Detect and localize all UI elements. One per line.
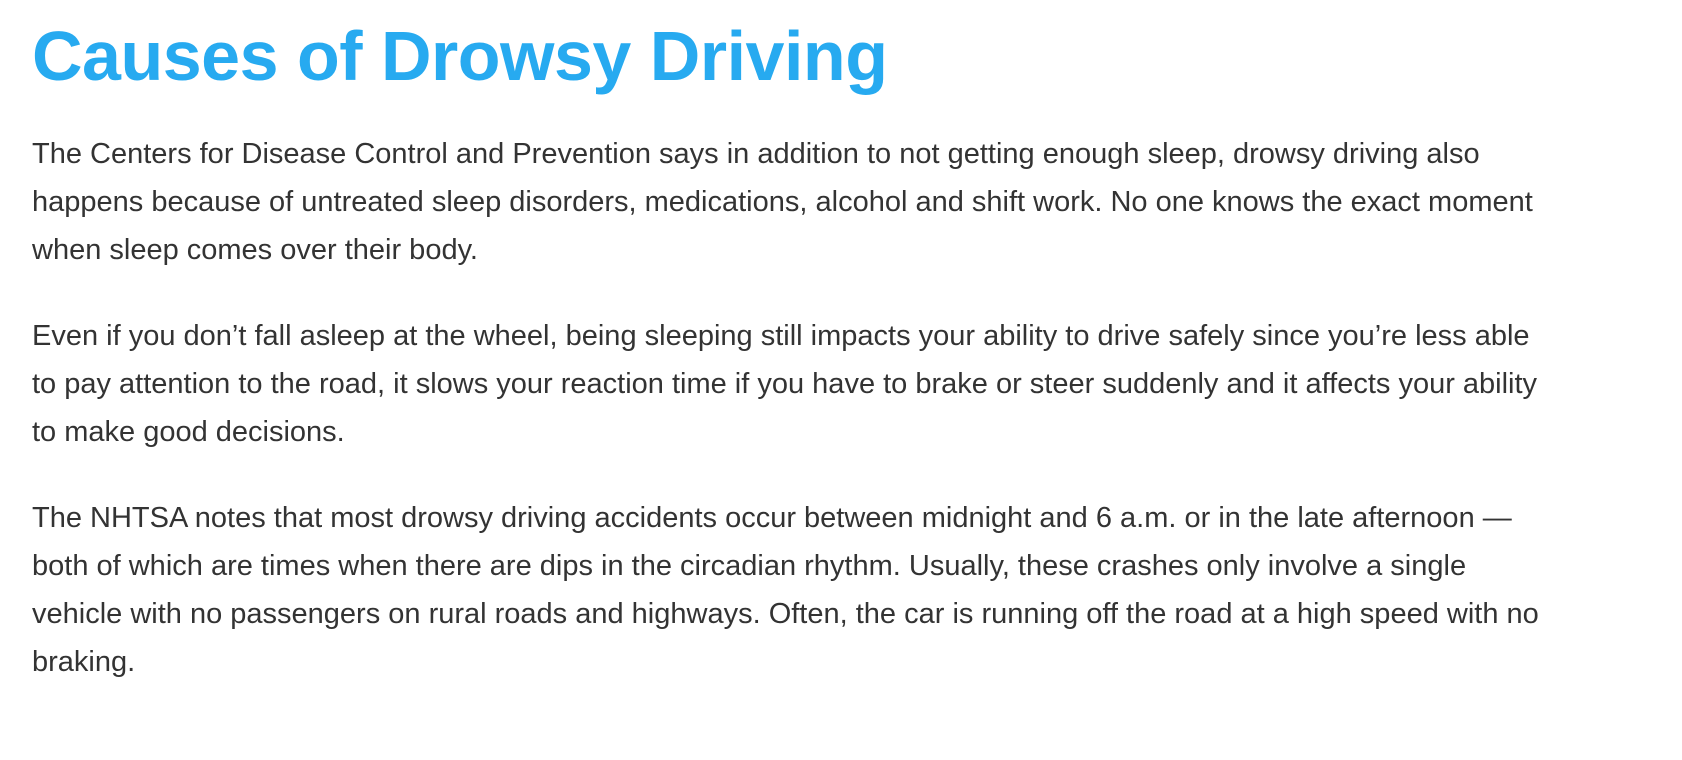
paragraph-cdc-causes: The Centers for Disease Control and Prevention says in addition to not getting enough sleep, drowsy driving also happens because of untreated sleep disorders, medications, alcohol and shift work. No one knows the exact moment when sleep comes over their body. (32, 138, 1533, 266)
paragraph-nhtsa-timing: The NHTSA notes that most drowsy driving accidents occur between midnight and 6 a.m. or in the late afternoon — both of which are times when there are dips in the circadian rhythm. Usually, these crashes only involve a single vehicle with no passengers on rural roads and highways. Often, the car is running off the road at a high speed with no braking. (32, 502, 1539, 678)
section-heading: Causes of Drowsy Driving (32, 17, 888, 95)
paragraph-driving-impact: Even if you don’t fall asleep at the wheel, being sleeping still impacts your ability to drive safely since you’re less able to pay attention to the road, it slows your reaction time if you have to brake or steer suddenly and it affects your ability to make good decisions. (32, 320, 1538, 448)
